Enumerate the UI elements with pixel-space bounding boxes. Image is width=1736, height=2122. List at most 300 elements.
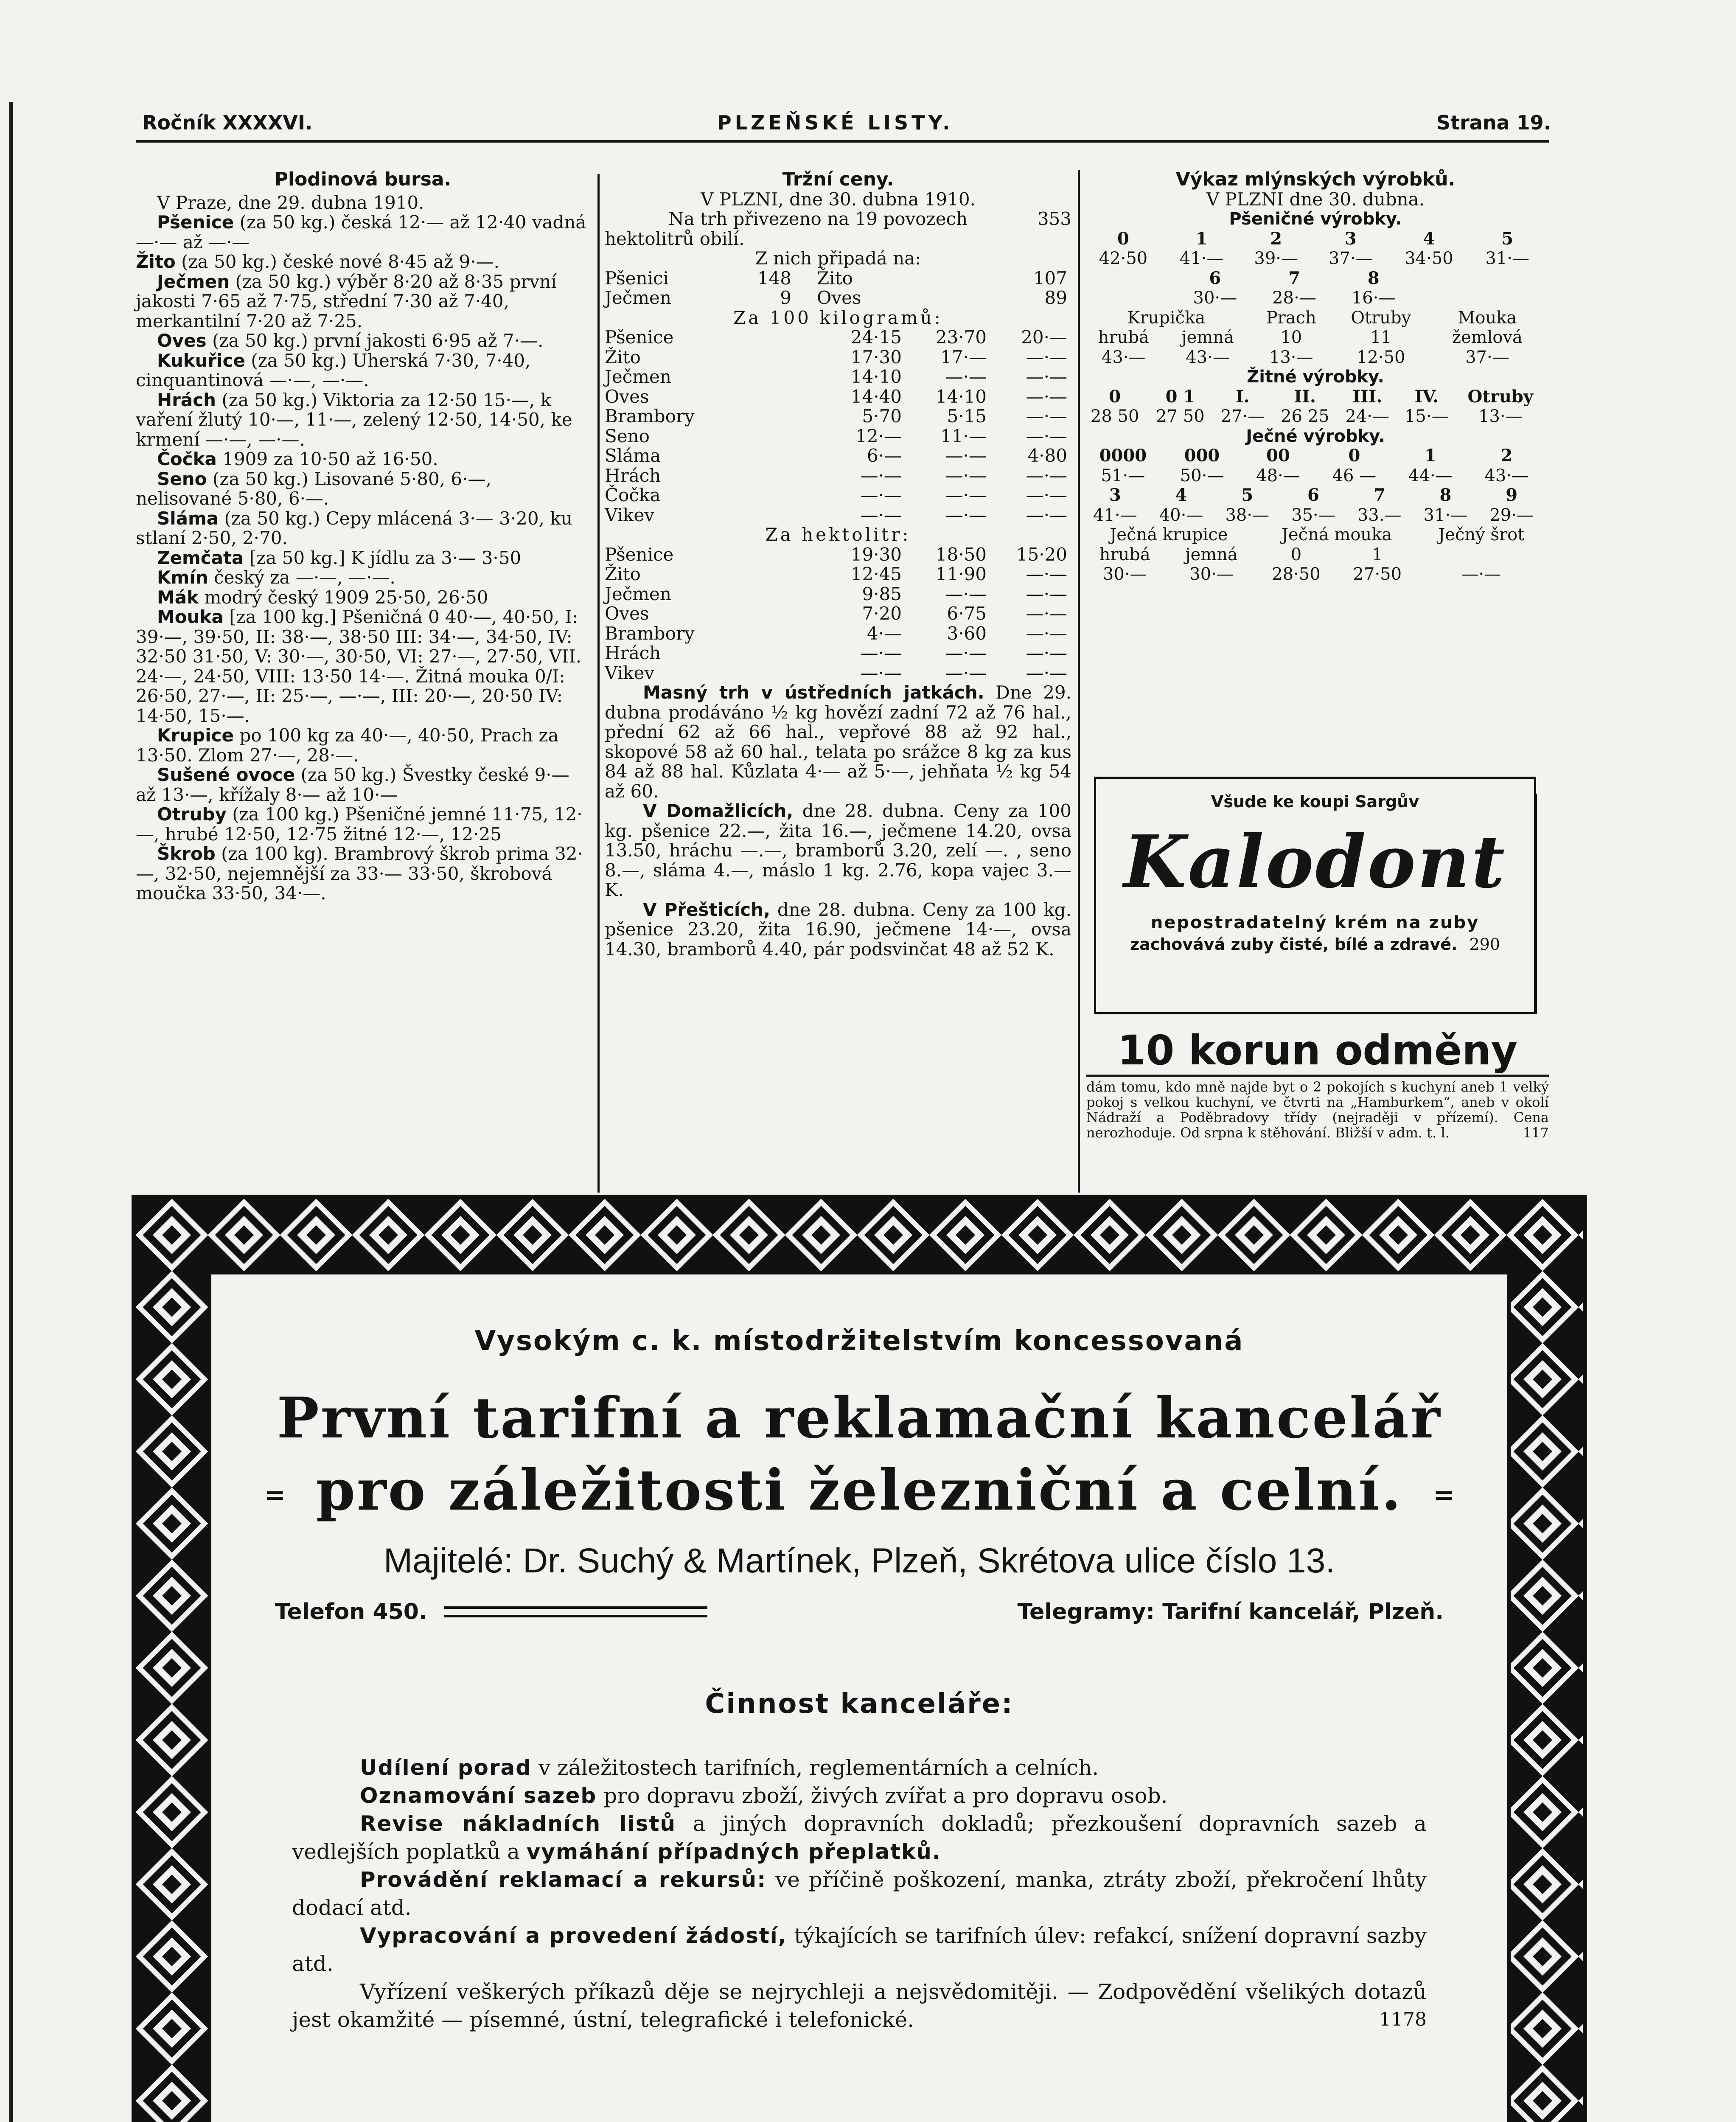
bursa-item xyxy=(136,765,590,805)
jecna-table xyxy=(1082,525,1545,584)
share-name: Pšenici xyxy=(605,267,669,289)
masny-date: Dne 29. xyxy=(996,682,1071,703)
row-value: 24·15 xyxy=(850,327,902,348)
product-sub: jemná xyxy=(1185,545,1238,564)
bursa-item xyxy=(136,607,590,726)
bursa-item xyxy=(136,351,590,390)
table-row xyxy=(605,545,1067,565)
grade-value: 50·— xyxy=(1180,466,1224,486)
table-row xyxy=(605,663,1067,683)
ad-line3-row xyxy=(211,1454,1507,1531)
bursa-item-text: (za 100 kg.) Pšeničné jemné 11·75, 12·—, hrubé 12·50, 12·75 žitné 12·—, 12·25 xyxy=(136,804,583,845)
left-edge-line xyxy=(9,102,13,2122)
ad-paragraph-bold: Vypracování a provedení žádostí, xyxy=(360,1923,787,1948)
bursa-item xyxy=(136,844,590,904)
bursa-item-text: modrý český 1909 25·50, 26·50 xyxy=(204,587,488,608)
table-row xyxy=(605,367,1067,387)
bursa-item-text: (za 50 kg.) výběr 8·20 až 8·35 první jakosti 7·65 až 7·75, střední 7·30 až 7·40, merkantilní 7·20 až 7·25. xyxy=(136,271,557,331)
domazlice xyxy=(605,801,1071,900)
row-label: Čočka xyxy=(605,485,661,505)
table-row xyxy=(1082,328,1545,348)
table-row xyxy=(1082,446,1545,466)
trzni-dateline: V PLZNI, dne 30. dubna 1910. xyxy=(701,188,976,210)
grade-value: 24·— xyxy=(1345,407,1389,426)
product-value: 43·— xyxy=(1101,347,1146,367)
table-row xyxy=(605,407,1067,427)
grade-value: 46 — xyxy=(1332,466,1377,486)
grade-label: 0 xyxy=(1109,386,1121,407)
table-row xyxy=(605,446,1067,466)
grade-label: Otruby xyxy=(1467,386,1534,407)
product-label: Ječná krupice xyxy=(1110,525,1228,545)
domazlice-title: V Domažlicích, xyxy=(643,800,794,821)
table-row xyxy=(605,288,1067,308)
ad-paragraph-text: Vyřízení veškerých příkazů děje se nejrychleji a nejsvědomitěji. — Zodpovědění všelikých dotazů jest okamžité — písemné, ústní, telegrafické i telefonické. xyxy=(292,1979,1427,2032)
header-rule xyxy=(136,140,1549,143)
bursa-item-text: [za 100 kg.] Pšeničná 0 40·—, 40·50, I: 39·—, 39·50, II: 38·—, 38·50 III: 34·—, 34·50, IV: 32·50 31·50, V: 30·—, 30·50, VI: 27·—, 27·50, VII. 24·—, 24·50, VIII: 13·50 14·—. Žitná mouka 0/I: 26·50, 27·—, II: 25·—, —·—, III: 20·—, 20·50 IV: 14·50, 15·—. xyxy=(136,606,582,726)
grade-value: 35·— xyxy=(1291,505,1335,525)
row-value: —·— xyxy=(1026,366,1067,387)
ad-paragraph xyxy=(292,1866,1427,1922)
row-value: —·— xyxy=(1026,662,1067,683)
row-label: Oves xyxy=(605,386,649,407)
bursa-item-text: (za 50 kg.) Švestky české 9·— až 13·—, křížaly 8·— až 10·— xyxy=(136,764,569,805)
psenicne-table-2 xyxy=(1175,269,1413,308)
row-label: Hrách xyxy=(605,465,661,486)
row-value: 5·15 xyxy=(947,406,987,427)
ad-cinnost: Činnost kanceláře: xyxy=(705,1688,1014,1720)
table-row xyxy=(1082,407,1545,427)
grade-value: 37·— xyxy=(1328,249,1373,268)
table-row xyxy=(1082,348,1545,368)
grade-value: 31·— xyxy=(1423,505,1468,525)
grade-label: 0000 xyxy=(1099,446,1147,466)
trzni-kg-head: Za 100 kilogramů: xyxy=(733,307,943,328)
bursa-item-name: Seno xyxy=(157,468,207,489)
bursa-item-name: Otruby xyxy=(157,804,227,825)
ad-paragraph-text: v záležitostech tarifních, reglementárních a celních. xyxy=(538,1755,1099,1780)
odmena-title: 10 korun odměny xyxy=(1117,1027,1518,1074)
share-name: Žito xyxy=(817,267,853,289)
grade-label: 8 xyxy=(1367,268,1380,288)
kalodont-brand: Kalodont xyxy=(1123,820,1507,904)
product-value: 27·50 xyxy=(1353,564,1402,584)
table-row xyxy=(1082,466,1545,486)
table-row xyxy=(605,348,1067,368)
bursa-item xyxy=(136,390,590,450)
kalodont-top: Všude ke koupi Sargův xyxy=(1211,792,1419,811)
zitne-table xyxy=(1082,387,1545,427)
grade-label: 8 xyxy=(1439,485,1452,505)
bursa-item xyxy=(136,588,590,608)
product-sub: hrubá xyxy=(1099,545,1150,564)
trzni-intro-value: 353 xyxy=(1037,208,1071,229)
ad-contact-row xyxy=(275,1599,1444,1625)
product-value: 30·— xyxy=(1102,564,1147,584)
ad-line3: pro záležitosti železniční a celní. xyxy=(316,1457,1403,1523)
row-value: —·— xyxy=(1026,465,1067,486)
row-value: —·— xyxy=(860,504,902,525)
grade-label: 4 xyxy=(1423,228,1435,249)
grade-value: 42·50 xyxy=(1099,249,1148,268)
ad-telegramy: Telegramy: Tarifní kancelář, Plzeň. xyxy=(1017,1599,1444,1625)
bursa-title: Plodinová bursa. xyxy=(274,168,452,190)
row-value: 9·85 xyxy=(862,583,902,604)
grade-label: 5 xyxy=(1241,485,1254,505)
row-label: Pšenice xyxy=(605,327,674,348)
row-value: 17·— xyxy=(940,346,987,368)
header-page: Strana 19. xyxy=(1436,111,1551,134)
ad-number: 1178 xyxy=(1379,2008,1427,2030)
odmena-text: dám tomu, kdo mně najde byt o 2 pokojích s kuchyní aneb 1 velký pokoj s velkou kuchyní, ve čtvrti na „Hamburkem“, aneb v okolí Nádraží a Poděbradovy třídy (nejraději v přízemí). Cena nerozhoduje. Od srpna k stěhování. Bližší v adm. t. l. xyxy=(1086,1079,1549,1141)
product-sub: žemlová xyxy=(1452,328,1523,347)
row-value: 11·90 xyxy=(935,564,987,584)
row-label: Žito xyxy=(605,346,641,368)
odmena-number: 117 xyxy=(1523,1125,1549,1141)
header-title: PLZEŇSKÉ LISTY. xyxy=(717,111,954,134)
ad-paragraph-text: a jiných dopravních dokladů; přezkoušení dopravních sazeb a vedlejších poplatků a xyxy=(292,1811,1427,1864)
ad-paragraph-bold: Oznamování sazeb xyxy=(360,1783,597,1808)
ad-line2: První tarifní a reklamační kancelář xyxy=(277,1385,1442,1451)
row-label: Žito xyxy=(605,564,641,584)
bursa-item-text: (za 50 kg.) Uherská 7·30, 7·40, cinquantinová —·—, —·—. xyxy=(136,350,531,390)
vykaz-title: Výkaz mlýnských výrobků. xyxy=(1175,168,1456,190)
grade-label: 0 1 xyxy=(1165,386,1195,407)
grade-label: 5 xyxy=(1501,228,1514,249)
bursa-item-name: Kmín xyxy=(157,567,208,588)
product-value: 28·50 xyxy=(1272,564,1321,584)
product-sub: hrubá xyxy=(1098,328,1149,347)
ad-line1: Vysokým c. k. místodržitelstvím koncessovaná xyxy=(474,1325,1244,1357)
grade-label: 2 xyxy=(1500,446,1513,466)
grade-label: 9 xyxy=(1506,485,1518,505)
trzni-intro2: hektolitrů obilí. xyxy=(605,228,745,249)
bursa-item xyxy=(136,272,590,331)
row-value: 3·60 xyxy=(947,623,987,644)
bursa-item-name: Sušené ovoce xyxy=(157,764,295,785)
row-value: 14·10 xyxy=(935,386,987,407)
grade-label: 3 xyxy=(1344,228,1357,249)
row-value: —·— xyxy=(1026,623,1067,644)
grade-value: 15·— xyxy=(1404,407,1449,426)
product-sub: jemná xyxy=(1181,328,1234,347)
bursa-item-text: (za 50 kg.) první jakosti 6·95 až 7·—. xyxy=(212,330,544,351)
row-value: —·— xyxy=(945,662,987,683)
trzni-hl-table xyxy=(605,545,1067,683)
table-row xyxy=(1082,308,1545,328)
header-volume: Ročník XXXXVI. xyxy=(142,111,313,134)
ad-owners: Majitelé: Dr. Suchý & Martínek, Plzeň, Skrétova ulice číslo 13. xyxy=(383,1541,1335,1580)
grade-value: 28·— xyxy=(1272,288,1316,308)
row-value: 17·30 xyxy=(850,346,902,368)
table-row xyxy=(1175,269,1413,289)
row-label: Brambory xyxy=(605,623,695,644)
row-value: 4·80 xyxy=(1027,445,1067,466)
grade-value: 13·— xyxy=(1478,407,1523,426)
kalodont-line1: nepostradatelný krém na zuby xyxy=(1150,913,1480,932)
row-value: —·— xyxy=(1026,504,1067,525)
table-row xyxy=(605,466,1067,486)
table-row xyxy=(605,604,1067,624)
bursa-item xyxy=(136,331,590,351)
row-label: Vikev xyxy=(605,662,655,683)
row-value: —·— xyxy=(945,465,987,486)
row-value: —·— xyxy=(945,643,987,663)
product-label: Ječná mouka xyxy=(1281,525,1392,545)
row-label: Ječmen xyxy=(605,366,671,387)
vykaz-column xyxy=(1082,170,1549,584)
jecne-table-1 xyxy=(1082,446,1545,486)
grade-label: 00 xyxy=(1266,446,1290,466)
grade-label: 7 xyxy=(1288,268,1300,288)
row-value: —·— xyxy=(1026,583,1067,604)
row-value: 15·20 xyxy=(1016,544,1067,565)
bursa-item-text: (za 50 kg.) české nové 8·45 až 9·—. xyxy=(181,251,499,272)
row-value: 6·75 xyxy=(947,603,987,624)
bursa-item xyxy=(136,252,590,272)
row-label: Oves xyxy=(605,603,649,624)
product-label: Otruby xyxy=(1351,308,1411,328)
grade-value: 44·— xyxy=(1408,466,1453,486)
share-value: 9 xyxy=(780,287,791,308)
grade-label: 1 xyxy=(1195,228,1208,249)
kalodont-line2: zachovává zuby čisté, bílé a zdravé. xyxy=(1130,935,1458,954)
ad-paragraph xyxy=(292,1978,1427,2034)
table-row xyxy=(605,269,1067,289)
row-label: Pšenice xyxy=(605,544,674,565)
bursa-item-name: Kukuřice xyxy=(157,350,246,371)
grade-value: 51·— xyxy=(1101,466,1145,486)
table-row xyxy=(605,584,1067,604)
table-row xyxy=(605,387,1067,407)
grade-value: 43·— xyxy=(1484,466,1529,486)
table-row xyxy=(1082,564,1545,584)
grade-value: 41·— xyxy=(1093,505,1137,525)
bursa-item-name: Mák xyxy=(157,587,199,608)
row-value: —·— xyxy=(1026,386,1067,407)
grade-label: 3 xyxy=(1109,485,1121,505)
row-value: 14·40 xyxy=(850,386,902,407)
row-value: —·— xyxy=(860,485,902,505)
column-rule-1 xyxy=(597,174,600,1193)
share-value: 148 xyxy=(757,267,791,289)
trzni-intro: Na trh přivezeno na 19 povozech xyxy=(668,208,968,229)
table-row xyxy=(605,564,1067,584)
bursa-item-text: [za 50 kg.] K jídlu za 3·— 3·50 xyxy=(249,547,522,568)
table-row xyxy=(605,486,1067,505)
row-value: 14·10 xyxy=(850,366,902,387)
bursa-item-text: po 100 kg za 40·—, 40·50, Prach za 13·50. Zlom 27·—, 28·—. xyxy=(136,725,559,766)
product-value: 37·— xyxy=(1465,347,1509,367)
product-value: —·— xyxy=(1461,564,1501,584)
grade-value: 28 50 xyxy=(1090,407,1139,426)
jecne-table-2 xyxy=(1082,486,1545,525)
grade-label: II. xyxy=(1294,386,1316,407)
grade-label: 6 xyxy=(1209,268,1221,288)
table-row xyxy=(1082,505,1545,525)
ad-paragraph-bold: vymáhání případných přeplatků. xyxy=(526,1839,941,1864)
ad-line3-post: = xyxy=(1433,1480,1455,1510)
ad-inner-panel xyxy=(208,1271,1511,2122)
ad-telefon: Telefon 450. xyxy=(275,1599,427,1625)
odmena-ad xyxy=(1086,1027,1549,1140)
row-value: —·— xyxy=(945,366,987,387)
bursa-item xyxy=(136,213,590,252)
row-label: Ječmen xyxy=(605,583,671,604)
table-row xyxy=(605,624,1067,644)
grade-value: 27·— xyxy=(1220,407,1265,426)
grade-label: 0 xyxy=(1348,446,1360,466)
table-row xyxy=(605,328,1067,348)
grade-value: 33.— xyxy=(1357,505,1402,525)
bursa-item-name: Zemčata xyxy=(157,547,244,568)
row-value: 6·— xyxy=(867,445,902,466)
grade-label: 2 xyxy=(1270,228,1282,249)
row-value: 20·— xyxy=(1021,327,1067,348)
row-value: 12·— xyxy=(855,425,902,446)
row-value: —·— xyxy=(945,445,987,466)
bursa-item-name: Čočka xyxy=(157,449,217,469)
ad-paragraph-bold: Provádění reklamací a rekursů: xyxy=(360,1867,767,1892)
table-row xyxy=(1082,249,1545,269)
trzni-column xyxy=(605,170,1071,959)
kalodont-ad xyxy=(1094,777,1536,1014)
masny-title: Masný trh v ústředních jatkách. xyxy=(643,682,984,703)
masny-trh xyxy=(605,683,1071,801)
trzni-subhead: Z nich připadá na: xyxy=(755,248,921,269)
krupicka-table xyxy=(1082,308,1545,368)
row-value: —·— xyxy=(860,662,902,683)
product-label: Ječný šrot xyxy=(1438,525,1525,545)
row-label: Sláma xyxy=(605,445,661,466)
table-row xyxy=(1082,486,1545,505)
row-value: —·— xyxy=(1026,564,1067,584)
grade-label: 1 xyxy=(1424,446,1436,466)
grade-value: 34·50 xyxy=(1405,249,1453,268)
grade-value: 38·— xyxy=(1225,505,1270,525)
grade-label: III. xyxy=(1352,386,1383,407)
share-name: Oves xyxy=(817,287,861,308)
row-value: 4·— xyxy=(867,623,902,644)
bursa-item-text: (za 100 kg). Brambrový škrob prima 32·—, 32·50, nejemnější za 33·— 33·50, škrobová moučka 33·50, 34·—. xyxy=(136,843,583,904)
bursa-item-name: Krupice xyxy=(157,725,234,746)
ad-paragraph xyxy=(292,1782,1427,1810)
bursa-item-name: Mouka xyxy=(157,606,224,627)
vykaz-psenicne-head: Pšeničné výrobky. xyxy=(1229,209,1402,229)
odmena-rule xyxy=(1086,1075,1549,1077)
bursa-item xyxy=(136,726,590,765)
row-value: 18·50 xyxy=(935,544,987,565)
product-sub-empty xyxy=(1418,545,1545,565)
row-value: —·— xyxy=(1026,643,1067,663)
table-row xyxy=(1082,229,1545,249)
ad-paragraph xyxy=(292,1810,1427,1866)
product-value: 13·— xyxy=(1269,347,1313,367)
prestice-title: V Přešticích, xyxy=(643,899,771,920)
masny-text: dubna prodáváno ½ kg hovězí zadní 72 až 76 hal., přední 62 až 66 hal., vepřové 88 až 92 hal., skopové 58 až 60 hal., telata po srážce 8 kg za kus 84 až 88 hal. Kůzlata 4·— až 5·—, jehňata ½ kg 54 až 60. xyxy=(605,702,1071,802)
row-value: —·— xyxy=(945,485,987,505)
domazlice-text: dne 28. dubna. Ceny za 100 kg. pšenice 22.—, žita 16.—, ječmene 14.20, ovsa 13.50, hráchu —.—, bramborů 3.20, zelí —. , seno 8.—, sláma 4.—, máslo 1 kg. 2.76, kopa vajec 3.— K. xyxy=(605,800,1072,900)
product-sub: 11 xyxy=(1370,328,1392,347)
bursa-item-name: Pšenice xyxy=(157,212,234,233)
share-value: 89 xyxy=(1044,287,1067,308)
row-value: 23·70 xyxy=(935,327,987,348)
trzni-intro-row xyxy=(605,209,1071,229)
row-value: —·— xyxy=(1026,485,1067,505)
row-value: —·— xyxy=(860,643,902,663)
table-row xyxy=(1082,525,1545,545)
grade-label: 4 xyxy=(1175,485,1187,505)
bursa-item-name: Škrob xyxy=(157,843,216,864)
grade-value: 48·— xyxy=(1256,466,1300,486)
row-value: —·— xyxy=(945,583,987,604)
bursa-item-name: Hrách xyxy=(157,389,216,410)
row-value: —·— xyxy=(1026,603,1067,624)
trzni-title: Tržní ceny. xyxy=(782,168,894,190)
bursa-item xyxy=(136,805,590,844)
bursa-item xyxy=(136,509,590,548)
row-value: 11·— xyxy=(940,425,987,446)
bursa-item-name: Oves xyxy=(157,330,207,351)
ad-line3-pre: = xyxy=(264,1480,286,1510)
grade-label: I. xyxy=(1236,386,1250,407)
table-row xyxy=(1082,545,1545,565)
product-label: Krupička xyxy=(1127,308,1206,328)
grade-value: 41·— xyxy=(1179,249,1224,268)
bursa-item xyxy=(136,469,590,509)
product-value: 43·— xyxy=(1186,347,1230,367)
vykaz-dateline: V PLZNI dne 30. dubna. xyxy=(1206,188,1425,210)
row-value: —·— xyxy=(1026,406,1067,427)
table-row xyxy=(605,505,1067,525)
bursa-item-text: 1909 za 10·50 až 16·50. xyxy=(222,449,438,469)
grade-label: IV. xyxy=(1414,386,1439,407)
column-rule-2 xyxy=(1078,170,1080,1193)
bursa-dateline: V Praze, dne 29. dubna 1910. xyxy=(157,192,424,213)
product-sub: 10 xyxy=(1280,328,1302,347)
grade-value: 26 25 xyxy=(1281,407,1329,426)
grade-value: 29·— xyxy=(1489,505,1534,525)
prestice xyxy=(605,900,1071,960)
grade-value: 30·— xyxy=(1193,288,1237,308)
ad-paragraph-bold: Udílení porad xyxy=(360,1755,532,1780)
row-label: Seno xyxy=(605,425,650,446)
ad-contact-divider xyxy=(444,1606,707,1617)
row-value: —·— xyxy=(860,465,902,486)
product-value: 30·— xyxy=(1189,564,1234,584)
bursa-item-name: Sláma xyxy=(157,508,219,529)
grade-label: 6 xyxy=(1307,485,1319,505)
vykaz-jecne-head: Ječné výrobky. xyxy=(1246,426,1385,446)
grade-value: 39·— xyxy=(1254,249,1298,268)
prestice-text: dne 28. dubna. Ceny za 100 kg. pšenice 23.20, žita 16.90, ječmene 14·—, ovsa 14.30, bramborů 4.40, pár podsvinčat 48 až 52 K. xyxy=(605,899,1071,960)
row-value: —·— xyxy=(945,504,987,525)
share-name: Ječmen xyxy=(605,287,671,308)
row-label: Vikev xyxy=(605,504,655,525)
bursa-item-text: (za 50 kg.) Lisované 5·80, 6·—, nelisované 5·80, 6·—. xyxy=(136,468,491,509)
ad-paragraph-text: týkajících se tarifních úlev: refakcí, snížení dopravní sazby atd. xyxy=(292,1923,1427,1976)
row-value: 19·30 xyxy=(850,544,902,565)
bursa-item-name: Ječmen xyxy=(157,271,230,292)
grade-label: 000 xyxy=(1184,446,1220,466)
trzni-shares-table xyxy=(605,269,1067,308)
row-value: 12·45 xyxy=(850,564,902,584)
bursa-item xyxy=(136,449,590,469)
vykaz-zitne-head: Žitné výrobky. xyxy=(1247,367,1384,387)
table-row xyxy=(1082,387,1545,407)
row-value: —·— xyxy=(1026,346,1067,368)
ad-body xyxy=(292,1754,1427,2034)
